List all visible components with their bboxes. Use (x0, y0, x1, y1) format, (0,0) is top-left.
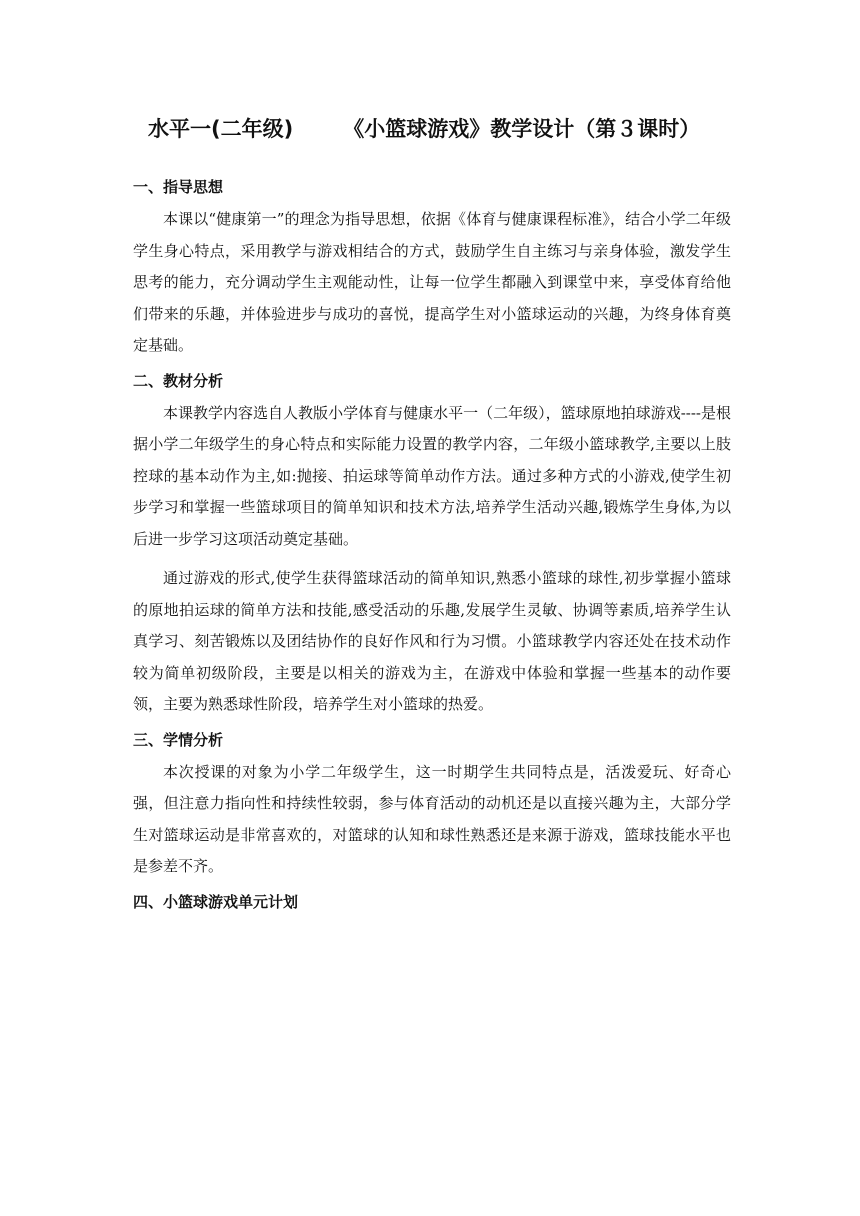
paragraph: 本次授课的对象为小学二年级学生，这一时期学生共同特点是，活泼爱玩、好奇心强，但注意力指向性和持续性较弱，参与体育活动的动机还是以直接兴趣为主，大部分学生对篮球运动是非常喜欢的，对篮球的认知和球性熟悉还是来源于游戏，篮球技能水平也是参差不齐。 (133, 762, 731, 875)
title-lesson: 《小篮球游戏》教学设计（第３课时） (343, 117, 701, 141)
document-title (148, 112, 748, 146)
paragraph: 本课以“健康第一”的理念为指导思想，依据《体育与健康课程标准》，结合小学二年级学生身心特点，采用教学与游戏相结合的方式，鼓励学生自主练习与亲身体验，激发学生思考的能力，充分调动学生主观能动性，让每一位学生都融入到课堂中来，享受体育给他们带来的乐趣，并体验进步与成功的喜悦，提高学生对小篮球运动的兴趣，为终身体育奠定基础。 (133, 210, 731, 354)
title-level: 水平一(二年级) (148, 117, 294, 141)
section-heading: 二、教材分析 (133, 371, 224, 390)
section-heading: 四、小篮球游戏单元计划 (133, 892, 299, 911)
paragraph: 本课教学内容选自人教版小学体育与健康水平一（二年级），篮球原地拍球游戏----是根据小学二年级学生的身心特点和实际能力设置的教学内容，二年级小篮球教学,主要以上肢控球的基本动作为主,如:抛接、拍运球等简单动作方法。通过多种方式的小游戏,使学生初步学习和掌握一些篮球项目的简单知识和技术方法,培养学生活动兴趣,锻炼学生身体,为以后进一步学习这项活动奠定基础。 (133, 403, 731, 548)
section-guiding-thought (133, 172, 731, 362)
section-unit-plan (133, 887, 731, 917)
paragraph: 通过游戏的形式,使学生获得篮球活动的简单知识,熟悉小篮球的球性,初步掌握小篮球的原地拍运球的简单方法和技能,感受活动的乐趣,发展学生灵敏、协调等素质,培养学生认真学习、刻苦锻炼以及团结协作的良好作风和行为习惯。小篮球教学内容还处在技术动作较为简单初级阶段，主要是以相关的游戏为主，在游戏中体验和掌握一些基本的动作要领，主要为熟悉球性阶段，培养学生对小篮球的热爱。 (133, 569, 731, 713)
section-heading: 三、学情分析 (133, 730, 224, 749)
section-material-analysis (133, 366, 731, 721)
section-heading: 一、指导思想 (133, 178, 224, 196)
section-student-analysis (133, 725, 731, 883)
document-body (133, 172, 731, 919)
